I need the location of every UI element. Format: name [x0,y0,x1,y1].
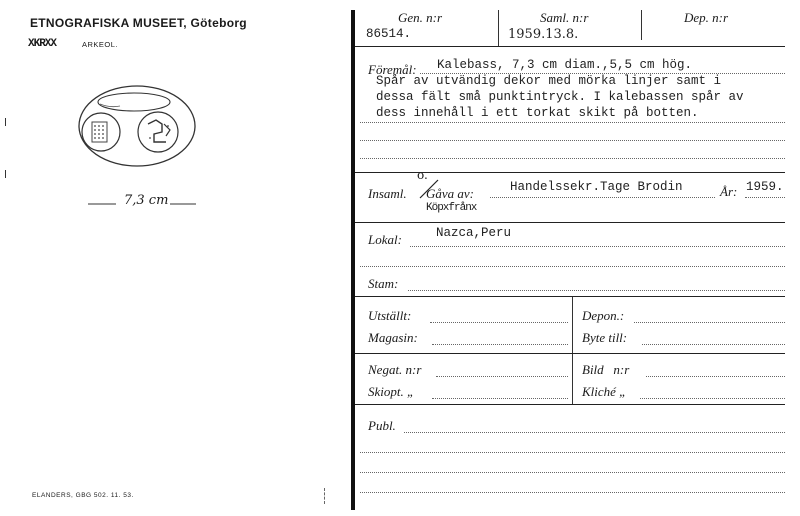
dotted-line [634,322,785,323]
crossed-out-dept: XKRXX [28,38,57,50]
negat-label: Negat. n:r [368,362,422,377]
stam-label: Stam: [368,276,399,291]
gen-value: 86514. [366,27,412,41]
rule [355,222,785,223]
insaml-value: Handelssekr.Tage Brodin [510,180,683,194]
rule [355,404,785,405]
dotted-line [420,73,785,74]
skiopt-label: Skiopt. „ [368,384,415,399]
gen-label: Gen. n:r [398,10,443,25]
card-left-border [351,10,355,510]
divider [498,10,499,46]
dotted-line [432,344,568,345]
dotted-line [436,376,568,377]
dotted-line [642,344,785,345]
rule [355,46,785,47]
museum-title: ETNOGRAFISKA MUSEET, Göteborg [30,16,247,30]
lokal-value: Nazca,Peru [436,226,512,240]
foremal-line-3: dessa fält små punktintryck. I kalebassen spår av [376,90,744,104]
dotted-line [490,197,715,198]
dotted-line [360,122,785,123]
rule [355,353,785,354]
saml-value: 1959.13.8. [508,27,579,42]
saml-label: Saml. n:r [540,10,589,25]
insaml-mark: o. [417,168,428,182]
foremal-label: Föremål: [368,62,417,77]
dotted-line [404,432,785,433]
dotted-line [430,322,568,323]
depon-label: Depon.: [582,308,625,323]
dotted-line [646,376,785,377]
kliche-label: Kliché „ [582,384,627,399]
edge-tick [5,118,6,126]
lokal-label: Lokal: [368,232,402,247]
dotted-line [360,452,785,453]
dimension-label: 7,3 cm [124,193,169,208]
publ-label: Publ. [368,418,396,433]
foremal-line-2: Spår av utvändig dekor med mörka linjer samt i [376,74,722,88]
edge-tick [5,170,6,178]
dotted-line [360,266,785,267]
dotted-line [360,140,785,141]
divider [641,10,642,40]
kop-crossed-out: Köpxfrånx [426,202,477,214]
divider [572,297,573,353]
dotted-line [360,158,785,159]
dotted-line [360,492,785,493]
dotted-line [745,197,785,198]
ar-value: 1959. [746,180,784,194]
ar-label: År: [720,184,738,199]
dotted-line [360,472,785,473]
magasin-label: Magasin: [368,330,418,345]
dep-label: Dep. n:r [684,10,729,25]
utstallt-label: Utställt: [368,308,412,323]
bild-label: Bild n:r [582,362,630,377]
printer-imprint: ELANDERS, GBG 502. 11. 53. [32,492,134,499]
department-label: ARKEOL. [82,40,119,49]
dotted-line [432,398,568,399]
divider [572,354,573,404]
dotted-line [410,246,785,247]
dotted-line [640,398,785,399]
foremal-line-4: dess innehåll i ett torkat skikt på botten. [376,106,699,120]
gava-label: Gåva av: [426,186,475,201]
rule [355,296,785,297]
fold-mark [324,488,326,504]
byte-label: Byte till: [582,330,628,345]
foremal-line-1: Kalebass, 7,3 cm diam.,5,5 cm hög. [437,58,693,72]
insaml-label: Insaml. [368,186,407,201]
dotted-line [408,290,785,291]
